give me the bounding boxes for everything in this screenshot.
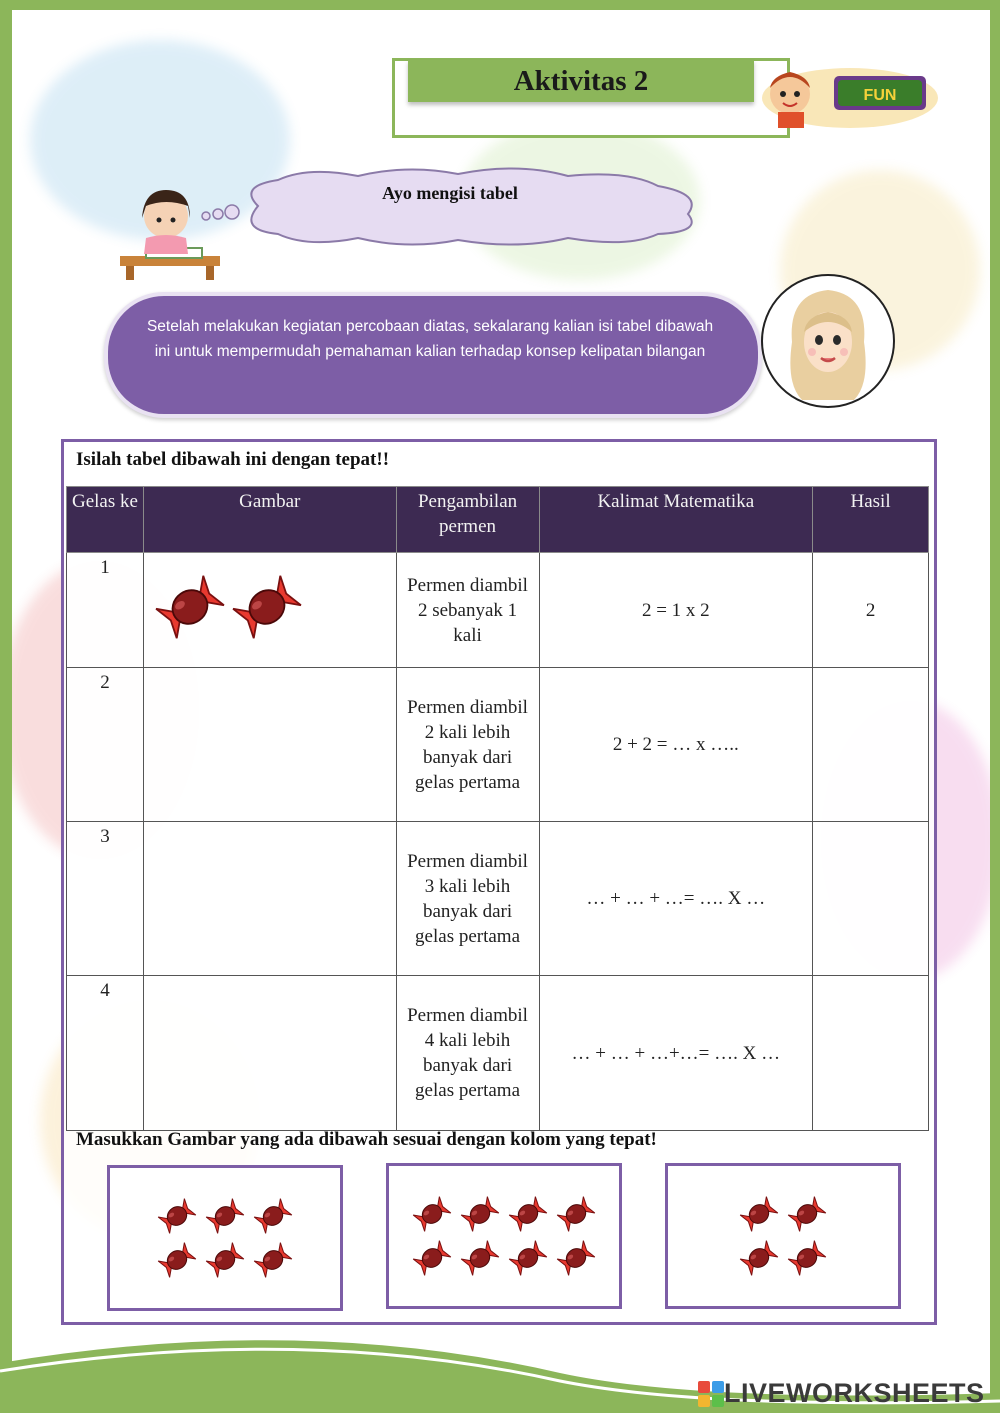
gambar-drop-zone[interactable]: [143, 976, 396, 1131]
candy-grid: [110, 1168, 340, 1308]
candy-icon: [459, 1238, 501, 1278]
gambar-drop-zone[interactable]: [143, 553, 396, 668]
logo-text: LIVEWORKSHEETS: [724, 1378, 985, 1408]
hasil-value: 2: [813, 553, 929, 668]
table-instruction: Isilah tabel dibawah ini dengan tepat!!: [76, 449, 390, 470]
page-title: Aktivitas 2: [408, 60, 754, 102]
draggable-candy-group-4[interactable]: [665, 1163, 901, 1309]
kalimat-matematika[interactable]: … + … + …+…= …. X …: [539, 976, 813, 1131]
pengambilan-text: Permen diambil 2 kali lebih banyak dari gelas pertama: [396, 668, 539, 822]
table-header-row: [67, 487, 929, 553]
candy-grid: [668, 1166, 898, 1306]
table-row: [67, 668, 929, 822]
kalimat-matematika: 2 = 1 x 2: [539, 553, 813, 668]
candy-icon: [459, 1194, 501, 1234]
candy-icon: [555, 1238, 597, 1278]
worksheet-table: [66, 486, 929, 1131]
candy-icon: [411, 1238, 453, 1278]
liveworksheets-logo: [698, 1378, 985, 1409]
cloud-text: Ayo mengisi tabel: [382, 183, 518, 203]
header-kalimat: Kalimat Matematika: [539, 487, 813, 553]
pengambilan-text: Permen diambil 2 sebanyak 1 kali: [396, 553, 539, 668]
hasil-input[interactable]: [813, 976, 929, 1131]
pengambilan-text: Permen diambil 4 kali lebih banyak dari gelas pertama: [396, 976, 539, 1131]
candy-icon: [204, 1196, 246, 1236]
hasil-input[interactable]: [813, 668, 929, 822]
gambar-drop-zone[interactable]: [143, 822, 396, 976]
candy-icon: [507, 1238, 549, 1278]
kalimat-matematika[interactable]: … + … + …= …. X …: [539, 822, 813, 976]
svg-text:FUN: FUN: [863, 87, 897, 104]
page-frame-left: [0, 0, 12, 1413]
candy-icon: [786, 1194, 828, 1234]
candy-icon: [252, 1240, 294, 1280]
page-frame-right: [990, 0, 1000, 1413]
row-number: 2: [67, 668, 144, 822]
candy-icon: [252, 1196, 294, 1236]
kalimat-matematika[interactable]: 2 + 2 = … x …..: [539, 668, 813, 822]
candy-icon: [154, 571, 226, 643]
header-gambar: Gambar: [143, 487, 396, 553]
candy-icon: [738, 1238, 780, 1278]
candy-icon: [204, 1240, 246, 1280]
table-row: [67, 822, 929, 976]
draggable-candy-group-6[interactable]: [107, 1165, 343, 1311]
thought-cloud: [198, 166, 708, 246]
gambar-drop-zone[interactable]: [143, 668, 396, 822]
table-row: [67, 553, 929, 668]
drag-instruction: Masukkan Gambar yang ada dibawah sesuai dengan kolom yang tepat!: [76, 1129, 657, 1150]
candy-icon: [156, 1240, 198, 1280]
page-frame-top: [0, 0, 1000, 10]
logo-icon: [698, 1381, 724, 1407]
candy-icon: [156, 1196, 198, 1236]
speech-bubble-text: Setelah melakukan kegiatan percobaan diatas, sekalarang kalian isi tabel dibawah ini untuk mempermudah pemahaman kalian terhadap konsep kelipatan bilangan: [146, 318, 714, 360]
row-number: 3: [67, 822, 144, 976]
row-number: 4: [67, 976, 144, 1131]
header-gelas: Gelas ke: [67, 487, 144, 553]
pengambilan-text: Permen diambil 3 kali lebih banyak dari gelas pertama: [396, 822, 539, 976]
header-hasil: Hasil: [813, 487, 929, 553]
draggable-candy-group-8[interactable]: [386, 1163, 622, 1309]
candy-icon: [411, 1194, 453, 1234]
fun-mascot-icon: [750, 58, 940, 132]
candy-grid: [389, 1166, 619, 1306]
candy-icon: [231, 571, 303, 643]
table-row: [67, 976, 929, 1131]
candy-icon: [786, 1238, 828, 1278]
header-pengambilan: Pengambilan permen: [396, 487, 539, 553]
candy-icon: [507, 1194, 549, 1234]
row-number: 1: [67, 553, 144, 668]
hasil-input[interactable]: [813, 822, 929, 976]
candy-icon: [555, 1194, 597, 1234]
candy-icon: [738, 1194, 780, 1234]
teacher-avatar-icon: [758, 272, 898, 410]
